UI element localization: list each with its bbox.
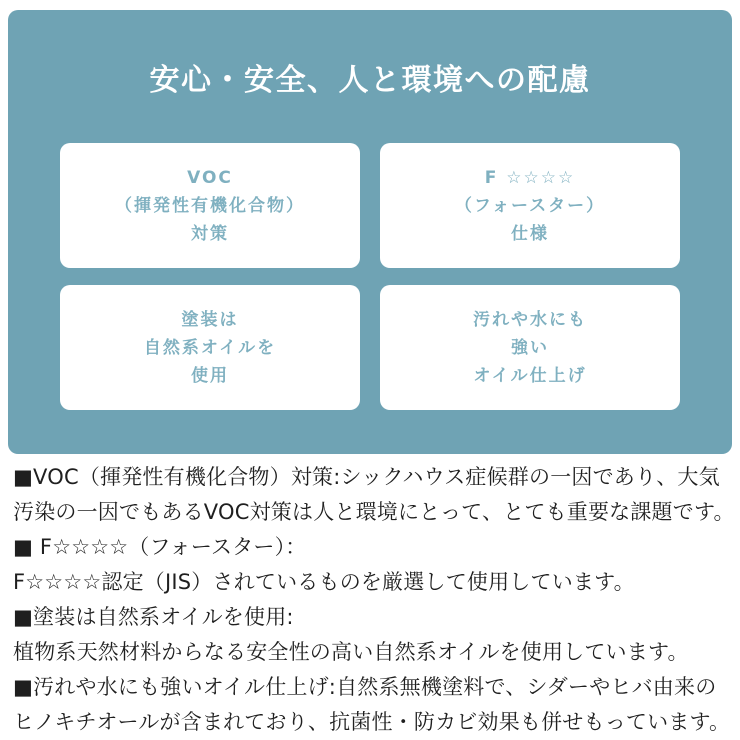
card-line: 汚れや水にも: [473, 309, 587, 330]
card-line: 塗装は: [181, 309, 239, 330]
description-line: F☆☆☆☆認定（JIS）されているものを厳選して使用しています。: [13, 570, 635, 594]
safety-banner: [8, 10, 732, 454]
description-line: 植物系天然材料からなる安全性の高い自然系オイルを使用しています。: [13, 640, 689, 664]
feature-card-natural-oil: [60, 285, 360, 410]
card-line: オイル仕上げ: [473, 365, 587, 386]
description-line: ヒノキチオールが含まれており、抗菌性・防カビ効果も併せもっています。: [13, 710, 731, 734]
feature-card-fstar: [380, 143, 680, 268]
feature-cards: [60, 143, 680, 410]
feature-card-oil-finish: [380, 285, 680, 410]
banner-title: 安心・安全、人と環境への配慮: [149, 62, 591, 98]
card-line: （揮発性有機化合物）: [115, 195, 305, 216]
feature-card-voc: [60, 143, 360, 268]
description-line: 汚染の一因でもあるVOC対策は人と環境にとって、とても重要な課題です。: [13, 500, 735, 524]
description-text: [13, 460, 740, 740]
description-line: ■塗装は自然系オイルを使用:: [13, 605, 294, 629]
card-line: 使用: [191, 365, 229, 386]
card-line: 自然系オイルを: [143, 337, 277, 358]
card-line: 強い: [511, 337, 549, 358]
description-line: ■ F☆☆☆☆（フォースター）：: [13, 535, 307, 559]
card-line: （フォースター）: [454, 195, 606, 216]
description-line: ■汚れや水にも強いオイル仕上げ:自然系無機塗料で、シダーやヒバ由来の: [13, 675, 717, 699]
card-line: 仕様: [511, 223, 549, 244]
card-line: F ☆☆☆☆: [484, 167, 576, 188]
description-line: ■VOC（揮発性有機化合物）対策:シックハウス症候群の一因であり、大気: [13, 465, 720, 489]
card-line: 対策: [191, 223, 229, 244]
card-line: VOC: [187, 167, 233, 188]
